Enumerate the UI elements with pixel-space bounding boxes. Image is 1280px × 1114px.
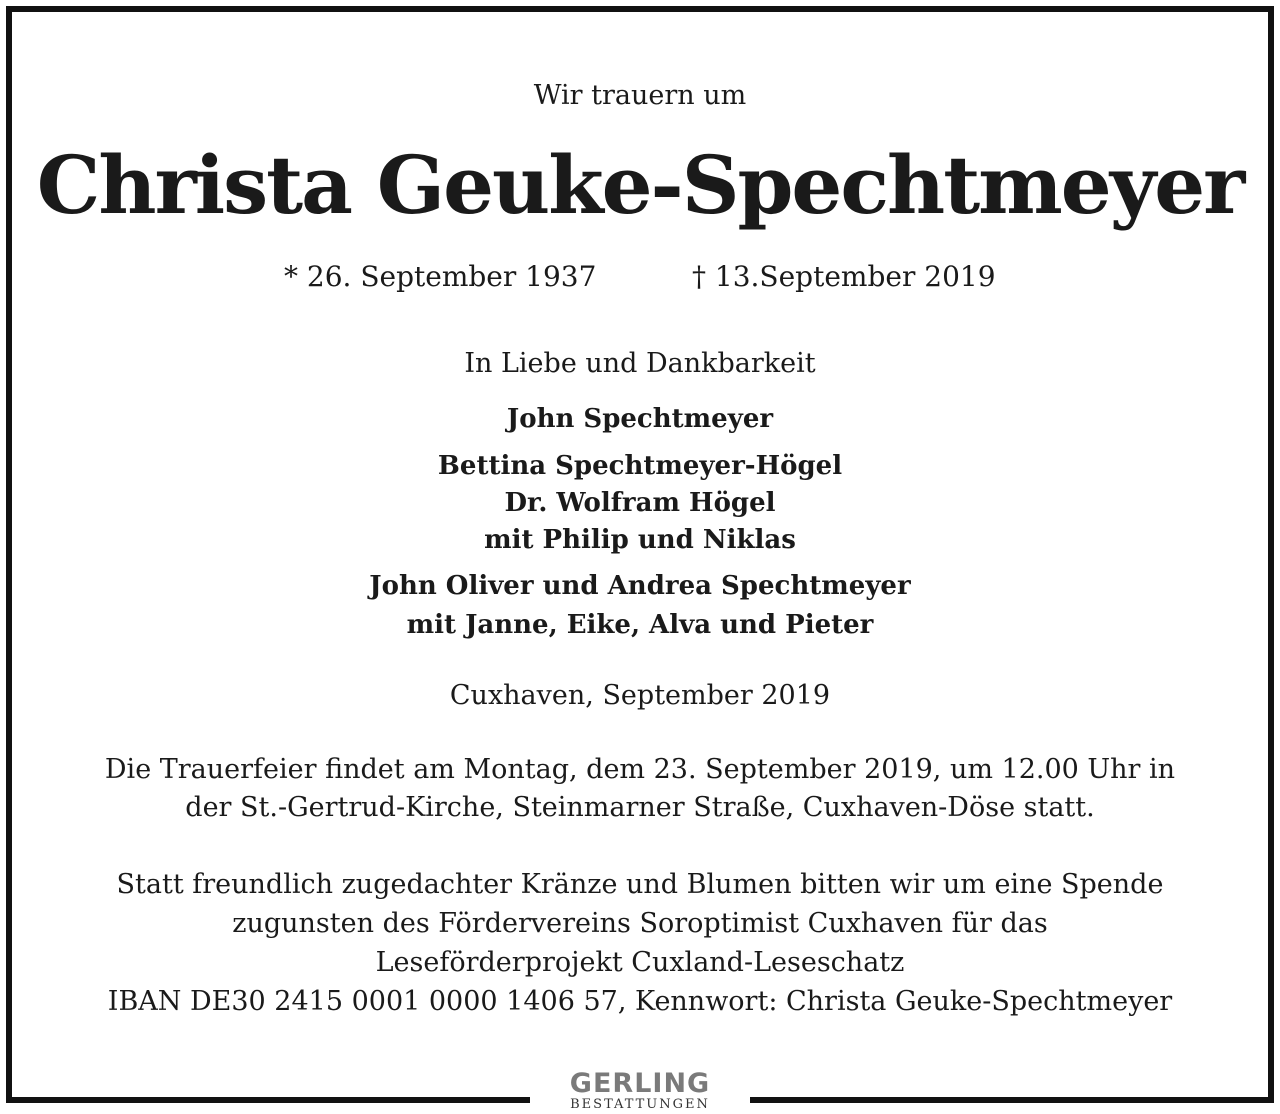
logo-subtitle: BESTATTUNGEN [570, 1097, 710, 1112]
mourner-line: Bettina Spechtmeyer-Högel [437, 451, 843, 481]
birth-date: * 26. September 1937 [284, 260, 597, 293]
donation-line: Statt freundlich zugedachter Kränze und Blumen bitten wir um eine Spende [116, 869, 1164, 900]
deceased-name: Christa Geuke-Spechtmeyer [36, 138, 1244, 232]
mourner-line: mit Janne, Eike, Alva und Pieter [406, 610, 874, 640]
dedication-text: In Liebe und Dankbarkeit [464, 348, 816, 379]
bottom-rule-right [750, 1097, 1274, 1103]
death-date: † 13.September 2019 [692, 260, 996, 293]
service-line: der St.-Gertrud-Kirche, Steinmarner Straße, Cuxhaven-Döse statt. [185, 792, 1095, 823]
logo-name: GERLING [569, 1068, 711, 1099]
mourner-line: Dr. Wolfram Högel [504, 488, 776, 518]
place-date: Cuxhaven, September 2019 [449, 680, 831, 711]
mourner-line: John Oliver und Andrea Spechtmeyer [369, 571, 911, 601]
donation-line: IBAN DE30 2415 0001 0000 1406 57, Kennwort: Christa Geuke-Spechtmeyer [107, 986, 1173, 1017]
mourner-line: mit Philip und Niklas [484, 525, 796, 555]
donation-line: Leseförderprojekt Cuxland-Leseschatz [375, 947, 905, 978]
bottom-rule-left [6, 1097, 530, 1103]
service-line: Die Trauerfeier findet am Montag, dem 23. September 2019, um 12.00 Uhr in [104, 754, 1176, 785]
donation-line: zugunsten des Fördervereins Soroptimist Cuxhaven für das [232, 908, 1048, 939]
funeral-home-logo [540, 1070, 740, 1112]
mourner-line: John Spechtmeyer [506, 404, 774, 434]
intro-text: Wir trauern um [533, 80, 747, 111]
